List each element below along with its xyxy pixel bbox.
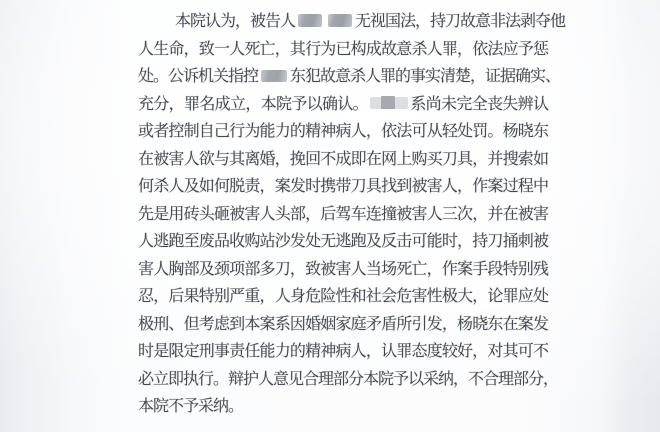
- text-line-15: [138, 393, 548, 421]
- text-line-11: [138, 283, 548, 311]
- redaction-block: [370, 97, 408, 109]
- text-line-1: [138, 8, 566, 36]
- line-4-text-after: 系尚未完全丧失辨认: [409, 95, 548, 113]
- line-11-text: 忍，后果特别严重，人身危险性和社会危害性极大，论罪应处: [138, 288, 548, 305]
- line-14-text: 必立即执行。辩护人意见合理部分本院予以采纳，不合理部分，: [138, 370, 559, 388]
- redaction-block: [298, 14, 322, 27]
- line-1-text-after: 无视国法，持刀故意非法剥夺他: [355, 13, 566, 30]
- text-line-8: [138, 201, 548, 229]
- text-line-9: [138, 228, 548, 256]
- line-7-text: 何杀人及如何脱责，案发时携带刀具找到被害人，作案过程中: [138, 178, 548, 195]
- line-15-text: 本院不予采纳。: [138, 398, 244, 415]
- line-9-text: 人逃跑至废品收购站沙发处无逃跑及反击可能时，持刀捅刺被: [138, 233, 548, 250]
- redaction-block: [261, 70, 287, 82]
- line-6-text: 在被害人欲与其离婚，挽回不成即在网上购买刀具，并搜索如: [138, 150, 548, 168]
- text-line-6: [138, 146, 548, 174]
- line-3-text-after: 东犯故意杀人罪的事实清楚，证据确实、: [290, 68, 561, 85]
- line-8-text: 先是用砖头砸被害人头部，后驾车连撞被害人三次，并在被害: [138, 205, 548, 223]
- text-line-12: [138, 311, 548, 339]
- redaction-core: [381, 96, 395, 109]
- line-12-text: 极刑、但考虑到本案系因婚姻家庭矛盾所引发，杨晓东在案发: [138, 315, 548, 333]
- text-line-7: [138, 173, 548, 201]
- line-2-text: 人生命，致一人死亡，其行为已构成故意杀人罪，依法应予惩: [138, 40, 548, 58]
- line-10-text: 害人胸部及颈项部多刀，致被害人当场死亡，作案手段特别残: [138, 260, 548, 278]
- text-line-2: [138, 36, 548, 64]
- text-line-5: [138, 118, 548, 146]
- line-3-text-before: 处。公诉机关指控: [138, 68, 259, 85]
- line-1-text-before: 本院认为，被告人: [175, 13, 296, 30]
- line-13-text: 时是限定刑事责任能力的精神病人，认罪态度较好，对其可不: [138, 343, 548, 360]
- text-line-10: [138, 256, 548, 284]
- line-4-text-before: 充分，罪名成立，本院予以确认。: [138, 95, 368, 113]
- text-line-4: [138, 91, 548, 119]
- judgment-text-block: [138, 8, 566, 421]
- redaction-block: [328, 14, 352, 27]
- text-line-13: [138, 338, 548, 366]
- line-5-text: 或者控制自己行为能力的精神病人，依法可从轻处罚。杨晓东: [138, 123, 548, 140]
- text-line-3: [138, 63, 561, 91]
- text-line-14: [138, 366, 559, 394]
